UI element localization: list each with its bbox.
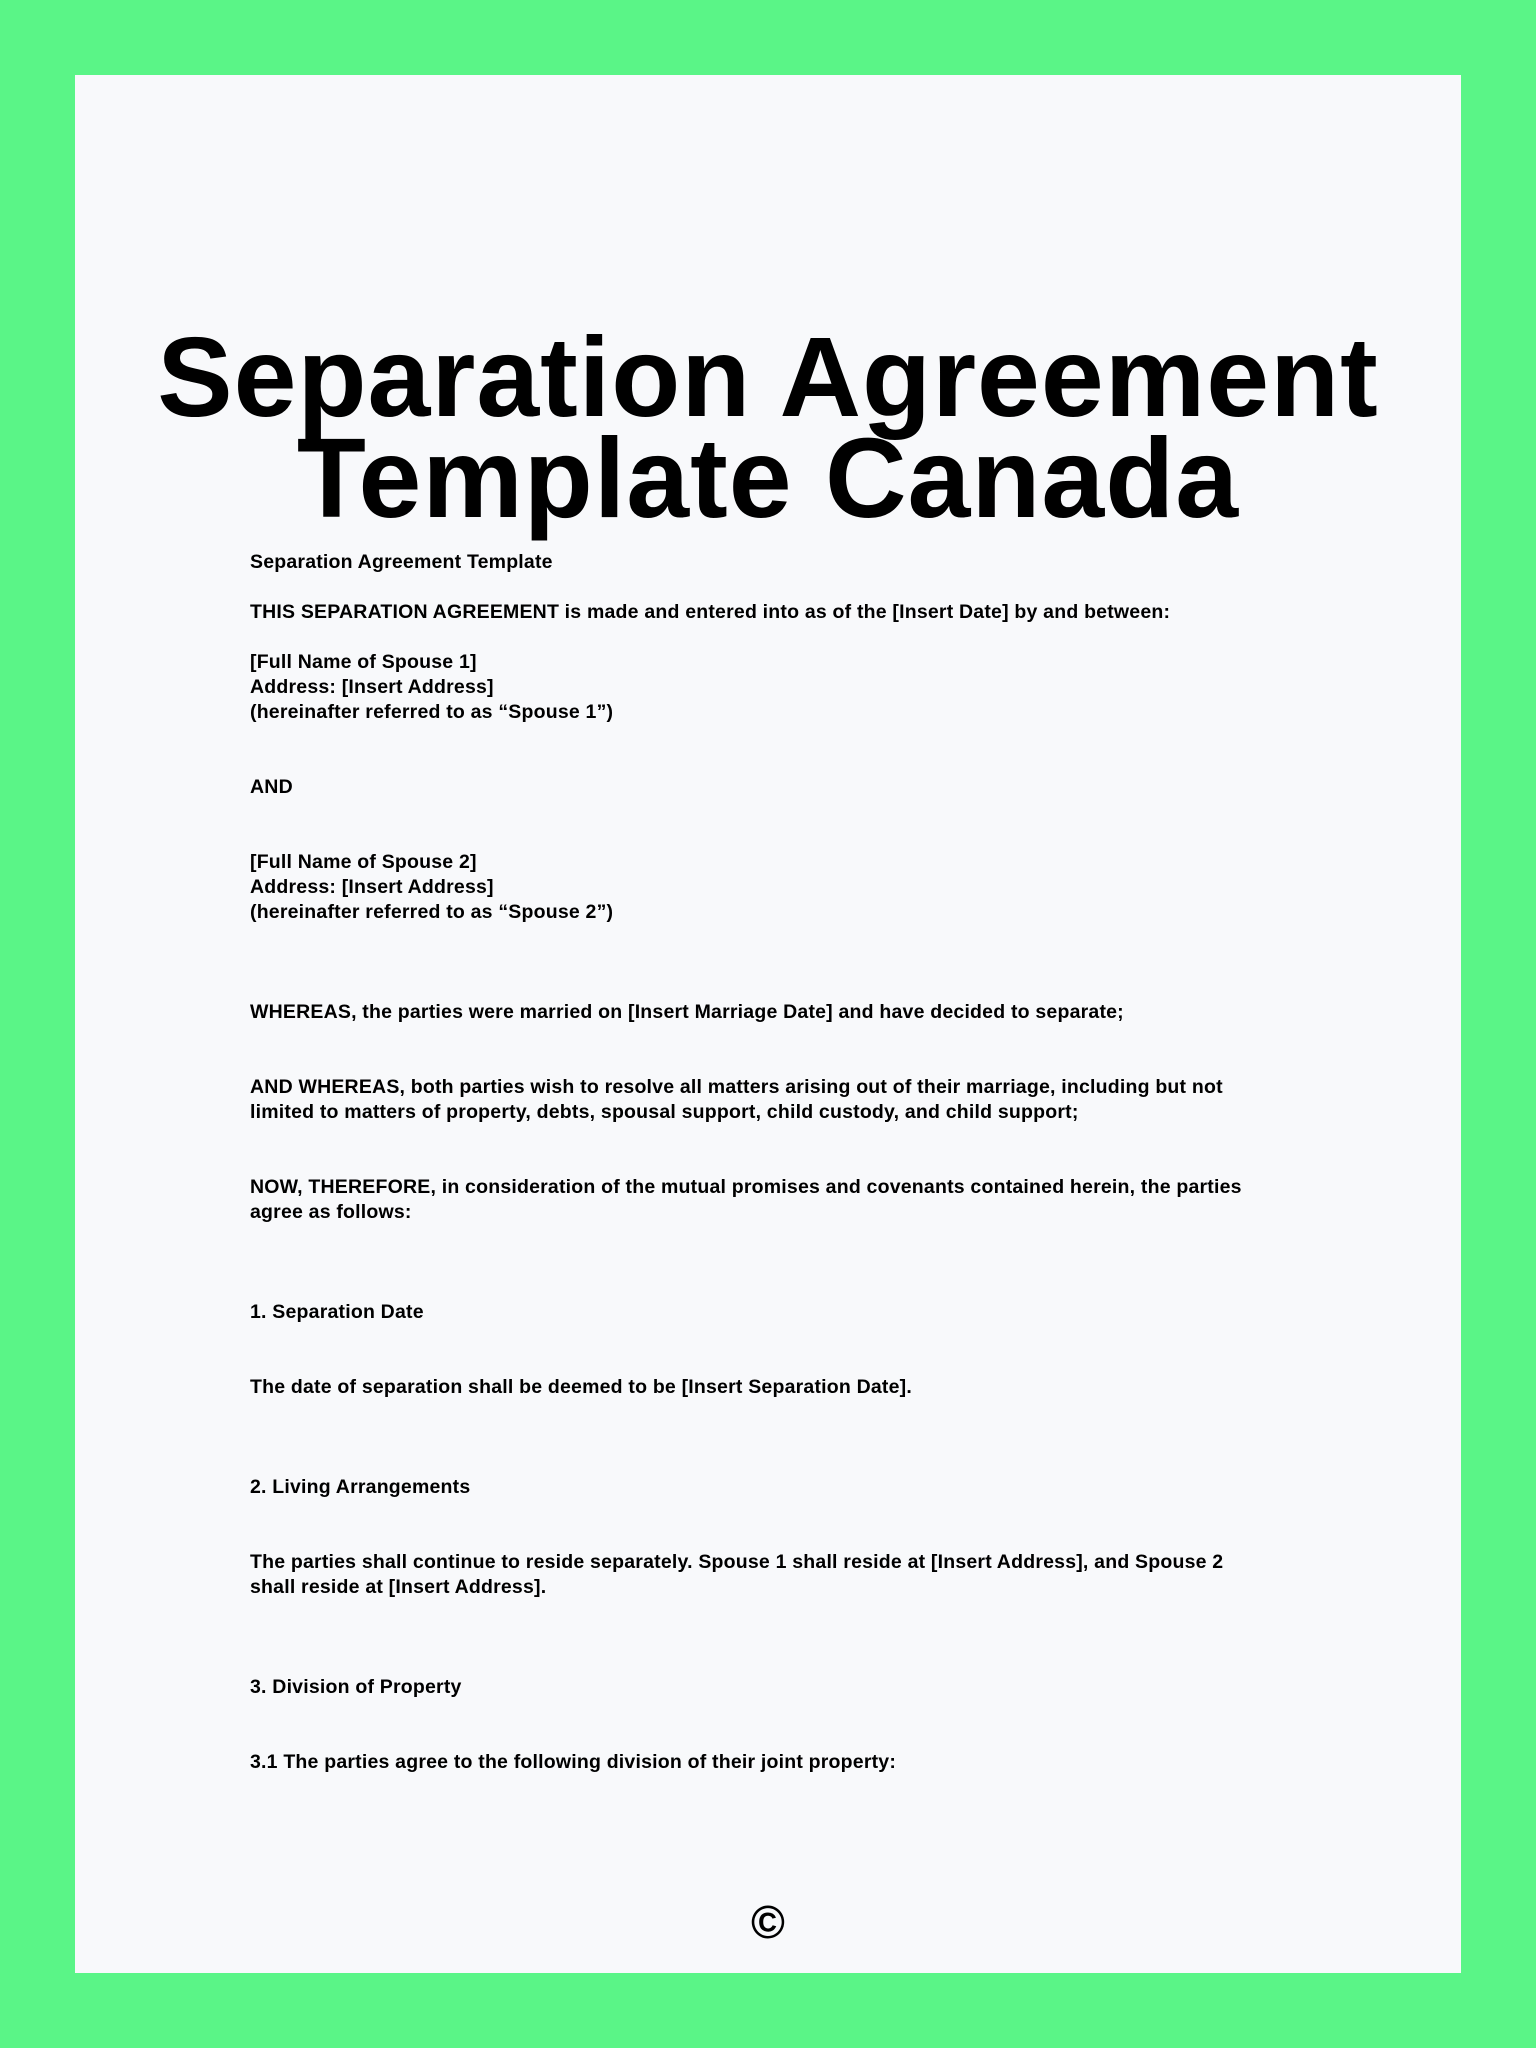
paragraph-line: The parties shall continue to reside separately. Spouse 1 shall reside at [Insert Address], and Spouse 2 [250, 1551, 1224, 1573]
paragraph-line: NOW, THEREFORE, in consideration of the mutual promises and covenants contained herein, the parties [250, 1176, 1242, 1198]
document-title [75, 314, 1461, 541]
paragraph-line: agree as follows: [250, 1201, 412, 1223]
agreement-heading: Separation Agreement Template [250, 551, 553, 573]
spouse-1-block [250, 650, 1350, 725]
spouse-1-name: [Full Name of Spouse 1] [250, 651, 477, 673]
section-text-division-of-property: 3.1 The parties agree to the following division of their joint property: [250, 1751, 897, 1773]
paragraph-line: shall reside at [Insert Address]. [250, 1576, 547, 1598]
spouse-1-address: Address: [Insert Address] [250, 676, 494, 698]
now-therefore-paragraph [250, 1175, 1350, 1225]
and-label: AND [250, 776, 293, 798]
section-text-living-arrangements [250, 1550, 1350, 1600]
section-heading-division-of-property: 3. Division of Property [250, 1676, 462, 1698]
spouse-2-block [250, 850, 1350, 925]
intro-paragraph: THIS SEPARATION AGREEMENT is made and entered into as of the [Insert Date] by and between: [250, 601, 1171, 623]
document-title-line: Template Canada [296, 415, 1240, 541]
and-whereas-paragraph [250, 1075, 1350, 1125]
section-heading-living-arrangements: 2. Living Arrangements [250, 1476, 471, 1498]
copyright-icon: © [751, 1896, 785, 1948]
section-heading-separation-date: 1. Separation Date [250, 1301, 424, 1323]
paragraph-line: limited to matters of property, debts, spousal support, child custody, and child support; [250, 1101, 1079, 1123]
spouse-2-address: Address: [Insert Address] [250, 876, 494, 898]
spouse-1-reference: (hereinafter referred to as “Spouse 1”) [250, 701, 614, 723]
document-title-line: Separation Agreement [157, 314, 1379, 440]
spouse-2-name: [Full Name of Spouse 2] [250, 851, 477, 873]
document-page [75, 75, 1461, 1973]
paragraph-line: AND WHEREAS, both parties wish to resolve all matters arising out of their marriage, including but not [250, 1076, 1223, 1098]
spouse-2-reference: (hereinafter referred to as “Spouse 2”) [250, 901, 614, 923]
whereas-paragraph: WHEREAS, the parties were married on [Insert Marriage Date] and have decided to separate; [250, 1001, 1124, 1023]
section-text-separation-date: The date of separation shall be deemed to be [Insert Separation Date]. [250, 1376, 912, 1398]
